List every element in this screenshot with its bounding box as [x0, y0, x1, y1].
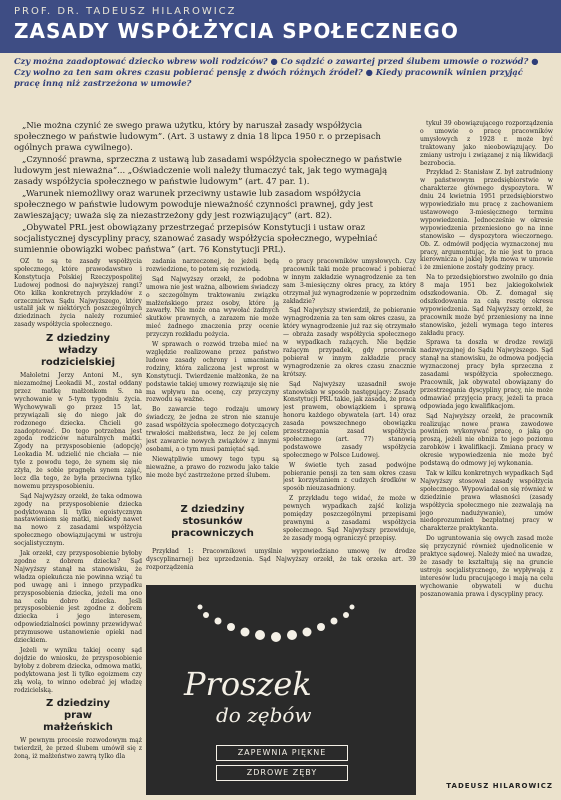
paragraph: Sąd Najwyższy orzekł, że podobna umowa nie jest ważna, albowiem świadczy o szczególnym traktowaniu związku małżeńskiego przez osoby, które ją zawarły. Nie może ona wywołać żadnych skutków prawnych, a zarazem nie może mieć żadnego znaczenia przy ocenie przyczyn rozkładu pożycia. — [146, 275, 279, 339]
ad-slogan-1: ZAPEWNIA PIĘKNE — [216, 745, 348, 761]
section-heading-marital — [14, 698, 142, 734]
quote-1: „Nie można czynić ze swego prawa użytku, który by naruszał zasady współżycia społecznego w państwie ludowym”. (Art. 3 ustawy z dnia 18 lipca 1950 r. o przepisach ogólnych prawa cywilnego). — [14, 120, 381, 152]
heading-line: Z dziedziny — [180, 504, 245, 515]
paragraph: Jeżeli w wyniku takiej oceny sąd dojdzie do wniosku, że przysposobienie byłoby z dobrem dziecka, odmowa matki, podyktowana jest li tylko egoizmem czy złą wolą, to winno odebrać jej władzę rodzicielską. — [14, 646, 142, 694]
heading-line: stosunków — [182, 516, 243, 527]
paragraph: Do ugruntowania się owych zasad może się przyczynić również ujednolicenie w praktyce sądowej. Należy mieć na uwadze, że zasady te kształtują się na gruncie ustroju socjalistycznego, że wypływają z interesów ludu pracującego i mają na celu wychowanie obywateli w duchu poszanowania prawa i dyscypliny pracy. — [420, 535, 553, 598]
legal-quotes — [14, 120, 414, 256]
heading-line: praw — [63, 710, 93, 722]
paragraph: Sąd Najwyższy uzasadnił swoje stanowisko w sposób następujący: Zasady Konstytucji PRL takie, jak zasada, że praca jest prawem, obowiązkiem i sprawą honoru każdego obywatela (art. 14) oraz zasada powszechnego obowiązku przestrzegania zasad współżycia społecznego (art. 77) stanowią podstawowe zasady współżycia społecznego w Polsce Ludowej. — [283, 380, 416, 459]
paragraph: W sprawach o rozwód trzeba mieć na względzie realizowane przez państwo ludowe zasady ochrony i umacniania rodziny, która zaliczona jest wprost w Konstytucji. Twierdzenie małżonka, że na podstawie takiej umowy rozwiązuje się nie ma wpływu na ocenę, czy przyczyny rozwodu są ważne. — [146, 341, 279, 404]
paragraph: Jak orzekł, czy przysposobienie byłoby zgodne z dobrem dziecka? Sąd Najwyższy stanął na stanowisku, że władza opiekuńcza nie powinna wziąć tu pod uwagę ani i innego przypadku przysposobienia dziecka, jeżeli ma ono na celu dobro dziecka. Jeśli przysposobienie jest zgodne z dobrem dziecka i jego interesem, odpowiedzialności powinny przewidywać przymusowe ustanowienie opieki nad dzieckiem. — [14, 550, 142, 645]
intro-paragraph: OŻ to są te zasady współżycia społecznego, które prawodawstwo i Konstytucja Polskiej Rzeczypospolitej Ludowej podnosi do najwyższej rangi? Oto kilka konkretnych przykładów z orzecznictwa Sądu Najwyższego, który ustalił jak w niektórych poszczególnych dziedzinach życia należy rozumieć zasady współżycia społecznego. — [14, 258, 142, 329]
paragraph: W pewnym procesie rozwodowym mąż twierdził, że przed ślubem umówił się z żoną, iż małżeństwo zawrą tylko dla — [14, 737, 142, 761]
paragraph: zadania narzeczonej, że jeżeli będą rozwiedzione, to potem się rozwiodą. — [146, 258, 279, 273]
section-heading-labor — [146, 504, 279, 540]
paragraph: Sąd Najwyższy orzekł, że pracownik realizując nowe prawa zawodowe powinien wykonywać pracę, o jaką go proszą, jeżeli nie obniża to jego poziomu zarobków i kwalifikacji. Zmiana pracy w okresie wypowiedzenia nie może być podstawą do odmowy jej wykonania. — [420, 412, 553, 468]
paragraph: Tak w kilku konkretnych wypadkach Sąd Najwyższy stosował zasady współżycia społecznego. Wypowiadał on się również w dziedzinie prawa własności (zasady współżycia społecznego nie zezwalają na jego nadużywanie), umów niedoprozumnień bezpłatnej pracy w charakterze praktykanta. — [420, 469, 553, 533]
ad-subtitle: do zębów — [216, 703, 312, 727]
paragraph: o pracy pracowników umysłowych. Czy pracownik taki może pracować i pobierać w innym zakładzie wynagrodzenie za ten sam 3-miesięczny okres pracy, za który otrzymał już wynagrodzenie w poprzednim zakładzie? — [283, 258, 416, 305]
lead-questions: Czy można zaadoptować dziecko wbrew woli rodziców? ● Co sądzić o zawartej przed ślubem umowie o rozwód? ● Czy wolno za ten sam okres czasu pobierać pensję z dwóch różnych źródeł? ● Kiedy pracownik winien przyjąć pracę inną niż zastrzeżona w umowie? — [14, 56, 539, 88]
paragraph: Sąd Najwyższy stwierdził, że pobieranie wynagrodzenia za ten sam okres czasu, za który wynagrodzenie już raz się otrzymało — obraża zasady współżycia społecznego w wypadkach rażących. Nie będzie rażącym przypadek, gdy pracownik pobierał w innym zakładzie pracy wynagrodzenie za okres czasu znacznie krótszy. — [283, 307, 416, 378]
author-byline: PROF. DR. TADEUSZ HILAROWICZ — [14, 6, 237, 17]
author-signature: TADEUSZ HILAROWICZ — [446, 782, 553, 790]
heading-line: Z dziedziny — [46, 333, 110, 345]
paragraph: Małoletni Jerzy Antoni M., syn niezamożnej Leokadii M., został oddany przez matkę małżonkom S. na wychowanie w 5-tym tygodniu życia. Wychowywali go przez 15 lat, przywiązali się do niego jak do rodzonego dziecka. Chcieli go zaadoptować. Do tego potrzebna jest zgoda rodziców naturalnych matki. Zgody na przysposobienie (adopcję) Leokadia M. udzielić nie chciała — nie tyle z powodu tego, że synem się nie zżyła, że sobie pragnęła synem zająć, lecz dla tego, że była przeciwna tylko nowemu przysposobieniu. — [14, 372, 142, 490]
paragraph: Sprawa ta doszła w drodze rewizji nadzwyczajnej do Sądu Najwyższego. Sąd stanął na stanowisku, że odmowa podjęcia wyznaczonej pracy była sprzeczna z zasadami współżycia społecznego. Pracownik, jak obywatel obowiązany do przestrzegania dyscypliny pracy, nie może odmawiać przyjęcia pracy, jeżeli ta praca odpowiada jego kwalifikacjom. — [420, 339, 553, 410]
section-heading-parental — [14, 333, 142, 369]
heading-line: władzy — [58, 345, 98, 357]
heading-line: rodzicielskiej — [40, 357, 115, 369]
column-3 — [283, 258, 416, 548]
paragraph: tykuł 39 obowiązującego rozporządzenia o umowie o pracę pracowników umysłowych z 1928 r. może być traktowany jako nieobowiązujący. Do zmiany ustroju i związanej z nią likwidacji bezrobocia. — [420, 120, 553, 167]
ad-brand: Proszek — [184, 665, 312, 703]
column-4 — [420, 120, 553, 780]
labor-example — [146, 548, 416, 584]
paragraph: Niewątpliwie umowy tego typu są nieważne, a prawo do rozwodu jako takie nie może być zastrzeżone przed ślubem. — [146, 455, 279, 479]
article-title: ZASADY WSPÓŁŻYCIA SPOŁECZNEGO — [14, 19, 459, 43]
toothpaste-advertisement — [146, 585, 416, 795]
quote-4: „Obywatel PRL jest obowiązany przestrzegać przepisów Konstytucji i ustaw oraz socjalistycznej dyscypliny pracy, szanować zasady współżycia społecznego, wypełniać sumiennie obowiązki wobec państwa” (art. 76 Konstytucji PRL). — [14, 222, 378, 254]
paragraph: Przykład 1: Pracownikowi umyślnie wypowiedziano umowę (w drodze dyscyplinarnej) bez uprzedzenia. Sąd Najwyższy orzekł, że tak orzeka art. 39 rozporządzenia — [146, 548, 416, 571]
quote-2: „Czynność prawna, sprzeczna z ustawą lub zasadami współżycia społecznego w państwie ludowym jest nieważna”... „Oświadczenie woli należy tłumaczyć tak, jak tego wymagają zasady współżycia społecznego w państwie ludowym” (art. 47 par. 1). — [14, 154, 402, 186]
paragraph: Przykład 2: Stanisław Z. był zatrudniony w państwowym przedsiębiorstwie w charakterze głównego dyspozytora. W dniu 24 kwietnia 1951 przedsiębiorstwo wypowiedziało mu pracę z zachowaniem ustawowego 3-miesięcznego terminu wypowiedzenia. Jednocześnie w okresie wypowiedzenia przeniesiono go na inne stanowisko — dyspozytora wieczornego. Ob. Z. odmówił podjęcia wyznaczonej mu pracy, argumentując, że nie jest to praca kierownicza o jakiej była mowa w umowie i że zmienione zostały godziny pracy. — [420, 169, 553, 272]
paragraph: Z przykładu tego widać, że może w pewnych wypadkach zajść kolizja pomiędzy poszczególnymi przepisami prawnymi a zasadami współżycia społecznego. Sąd Najwyższy przewiduje, że zasady mogą ograniczyć przepisy. — [283, 495, 416, 542]
paragraph: W świetle tych zasad podwójne pobieranie pensji za ten sam okres czasu jest korzystaniem z cudzych środków w sposób nieuzasadniony. — [283, 461, 416, 493]
heading-line: małżeńskich — [43, 722, 113, 734]
heading-line: pracowniczych — [171, 528, 254, 539]
paragraph: Na to przedsiębiorstwo zwolniło go dnia 8 maja 1951 bez jakiegokolwiek odszkodowania. Ob. Z. domagał się odszkodowania za całą resztę okresu wypowiedzenia. Sąd Najwyższy orzekł, że pracownik może być przeniesiony na inne stanowisko, jeżeli wymaga tego interes zakładu pracy. — [420, 274, 553, 337]
ad-slogan-2: ZDROWE ZĘBY — [216, 765, 348, 781]
paragraph: Sąd Najwyższy orzekł, że taka odmowa zgody na przysposobienie dziecka podyktowana li tylko egoistycznym nastawieniem się matki, niekiedy nawet na nowo z zasadami współżycia społecznego obowiązującymi w ustroju socjalistycznym. — [14, 492, 142, 548]
heading-line: Z dziedziny — [46, 698, 110, 710]
quote-3: „Warunek niemożliwy oraz warunek przeciwny ustawie lub zasadom współżycia społecznego w państwie ludowym powoduje nieważność czynności prawnej, gdy jest zawieszający; uważa się za niezastrzeżony gdy jest rozwiązujący” (art. 82). — [14, 188, 373, 220]
paragraph: Bo zawarcie tego rodzaju umowy świadczy, że jedna ze stron nie szanuje zasad współżycia społecznego dotyczących trwałości małżeństwa, lecz że jej celem jest zawarcie nowych związków z innymi osobami, a o tym musi pamiętać sąd. — [146, 406, 279, 453]
column-1 — [14, 258, 142, 798]
